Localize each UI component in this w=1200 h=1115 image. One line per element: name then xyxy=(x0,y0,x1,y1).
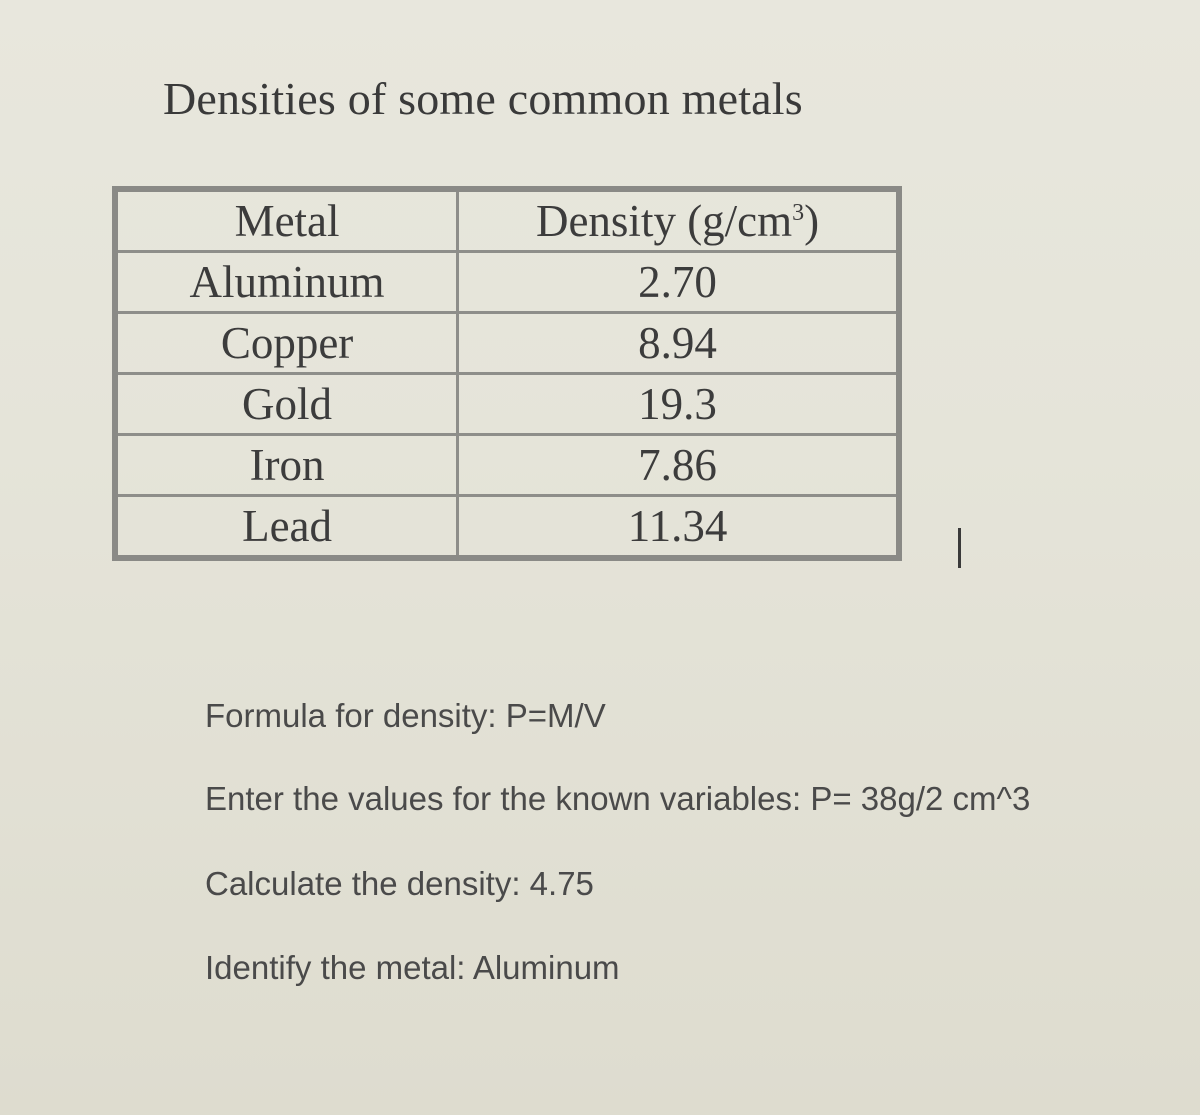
header-density xyxy=(458,189,899,252)
formula-line: Formula for density: P=M/V xyxy=(205,697,606,734)
density-cell: 8.94 xyxy=(458,313,899,374)
table-row xyxy=(115,313,899,374)
header-density-close: ) xyxy=(804,196,820,246)
table-header-row xyxy=(115,189,899,252)
table-row xyxy=(115,496,899,559)
header-density-exponent: 3 xyxy=(792,200,805,226)
density-cell: 7.86 xyxy=(458,435,899,496)
table-row xyxy=(115,435,899,496)
metal-cell: Aluminum xyxy=(115,252,458,313)
header-density-label: Density (g/cm xyxy=(535,196,793,246)
metal-cell: Copper xyxy=(115,313,458,374)
page-title: Densities of some common metals xyxy=(163,73,803,124)
density-cell: 2.70 xyxy=(458,252,899,313)
metal-cell: Lead xyxy=(115,496,458,559)
density-cell: 11.34 xyxy=(458,496,899,559)
calculate-line: Calculate the density: 4.75 xyxy=(205,865,594,902)
table-row xyxy=(115,252,899,313)
metal-cell: Iron xyxy=(115,435,458,496)
metal-density-table xyxy=(112,186,902,561)
density-cell: 19.3 xyxy=(458,374,899,435)
text-cursor xyxy=(958,528,961,568)
known-values-line: Enter the values for the known variables: P= 38g/2 cm^3 xyxy=(205,780,1031,817)
metal-cell: Gold xyxy=(115,374,458,435)
header-metal: Metal xyxy=(115,189,458,252)
table-row xyxy=(115,374,899,435)
identify-line: Identify the metal: Aluminum xyxy=(205,949,620,986)
